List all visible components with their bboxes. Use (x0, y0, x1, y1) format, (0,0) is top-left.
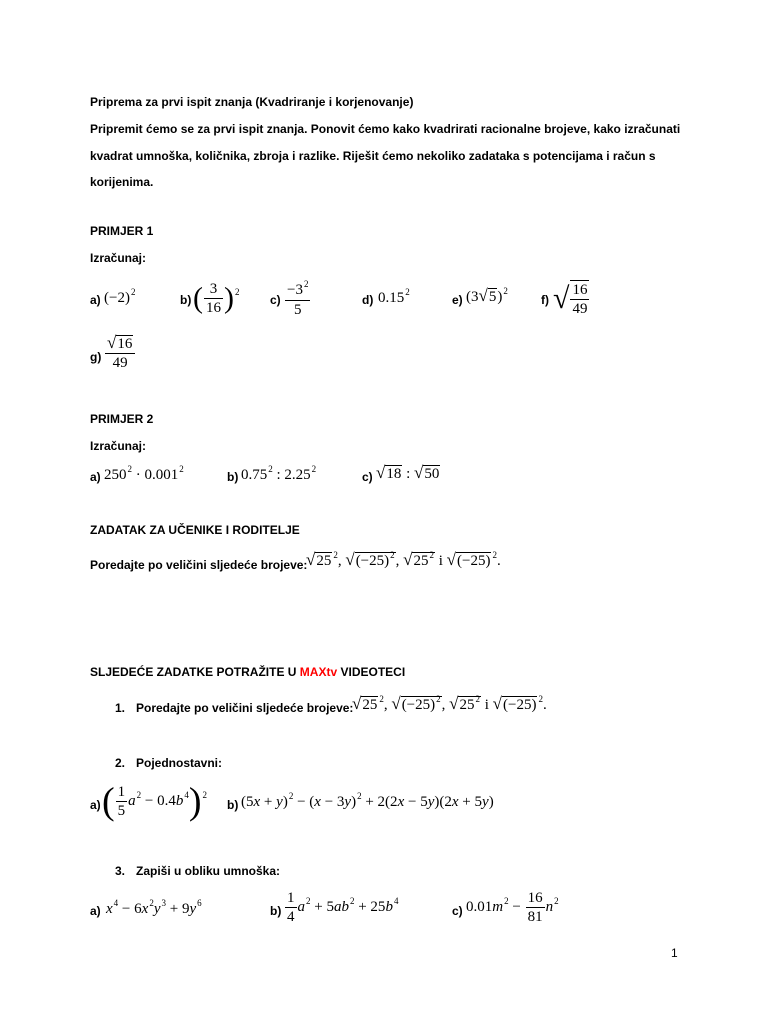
p2-label-c: c) (362, 470, 373, 484)
p2-expr-a: $250^2 \cdot 0.001^2$ (104, 464, 184, 483)
task2-number: 2. (115, 756, 126, 770)
task2-expr-b: $(5x + y)^2 - (x - 3y)^2 + 2(2x - 5y)(2x + 5y)$ (241, 791, 494, 810)
p1-label-f: f) (541, 293, 549, 307)
p1-expr-b: ( $\frac{3}{16}$ )$^2$ (193, 281, 240, 316)
p2-expr-b: 0.75$^2$ : 2.25$^2$ (241, 464, 317, 483)
task3-label-a: a) (90, 904, 101, 918)
p1-expr-e: $(3√5)^2$ (466, 286, 508, 305)
task3-text: Zapiši u obliku umnoška: (136, 864, 281, 878)
p2-label-b: b) (227, 470, 239, 484)
p1-label-g: g) (90, 350, 102, 364)
task3-expr-c: $0.01m^2$ − $\frac{16}{81}$ $n^2$ (466, 890, 559, 925)
primjer2-instruction: Izračunaj: (90, 439, 147, 453)
p1-expr-g: $\frac{√16}{49}$ (104, 334, 136, 372)
task2-label-a: a) (90, 798, 101, 812)
page-number: 1 (671, 946, 678, 960)
task1-and: i (484, 697, 489, 713)
p1-label-d: d) (362, 293, 374, 307)
task3-expr-a: $x^4 - 6x^2y^3 + 9y^6$ (106, 898, 202, 917)
zadatak-text: Poredajte po veličini sljedeće brojeve: (90, 558, 308, 572)
maxtv-brand: MAXtv (299, 665, 338, 679)
p1-expr-d: 0.15$^2$ (378, 287, 410, 306)
p2-expr-c: √18 : √50 (376, 463, 440, 482)
task3-label-c: c) (452, 904, 463, 918)
p2-label-a: a) (90, 470, 101, 484)
task2-expr-a: ( $\frac{1}{5}$ $a^2 - 0.4b^4)^2$ (102, 780, 208, 823)
task3-expr-b: $\frac{1}{4}$ $a^2 + 5ab^2 + 25b^4$ (287, 890, 399, 925)
intro-paragraph: Pripremit ćemo se za prvi ispit znanja. Ponovit ćemo kako kvadrirati racionalne brojeve, kako izračunati kvadrat umnoška, količnika, zbroja i razlike. Riješit ćemo nekoliko zadataka s potencijama i račun s korijenima. (90, 122, 681, 189)
maxtv-heading (90, 664, 405, 680)
task2-label-b: b) (227, 798, 239, 812)
document-title: Priprema za prvi ispit znanja (Kvadriranje i korjenovanje) (90, 95, 414, 109)
maxtv-heading-after: VIDEOTECI (337, 665, 406, 679)
zadatak-expr: √25 $^2$, $√(-25)^2$, $√25^2$ i √(−25) $^2$. (306, 550, 501, 569)
p1-expr-c: $\frac{-3^2}{5}$ (287, 279, 309, 318)
primjer2-heading: PRIMJER 2 (90, 412, 154, 426)
task3-number: 3. (115, 864, 126, 878)
p1-expr-f: √ $\frac{16}{49}$ (553, 282, 588, 317)
p1-label-a: a) (90, 293, 101, 307)
task1-number: 1. (115, 701, 126, 715)
primjer1-heading: PRIMJER 1 (90, 224, 154, 238)
task1-text: Poredajte po veličini sljedeće brojeve: (136, 701, 354, 715)
zadatak-heading: ZADATAK ZA UČENIKE I RODITELJE (90, 523, 300, 537)
task1-expr: √25 $^2$, $√(-25)^2$, $√25^2$ i √(−25) $^2$. (352, 694, 547, 713)
p1-label-b: b) (180, 293, 192, 307)
primjer1-instruction: Izračunaj: (90, 251, 147, 265)
task2-text: Pojednostavni: (136, 756, 223, 770)
task3-label-b: b) (270, 904, 282, 918)
p1-label-c: c) (270, 293, 281, 307)
maxtv-heading-before: SLJEDEĆE ZADATKE POTRAŽITE U (90, 665, 300, 679)
p1-expr-a: $(-2)^2$ (104, 287, 136, 306)
p1-label-e: e) (452, 293, 463, 307)
zadatak-and: i (438, 553, 443, 569)
